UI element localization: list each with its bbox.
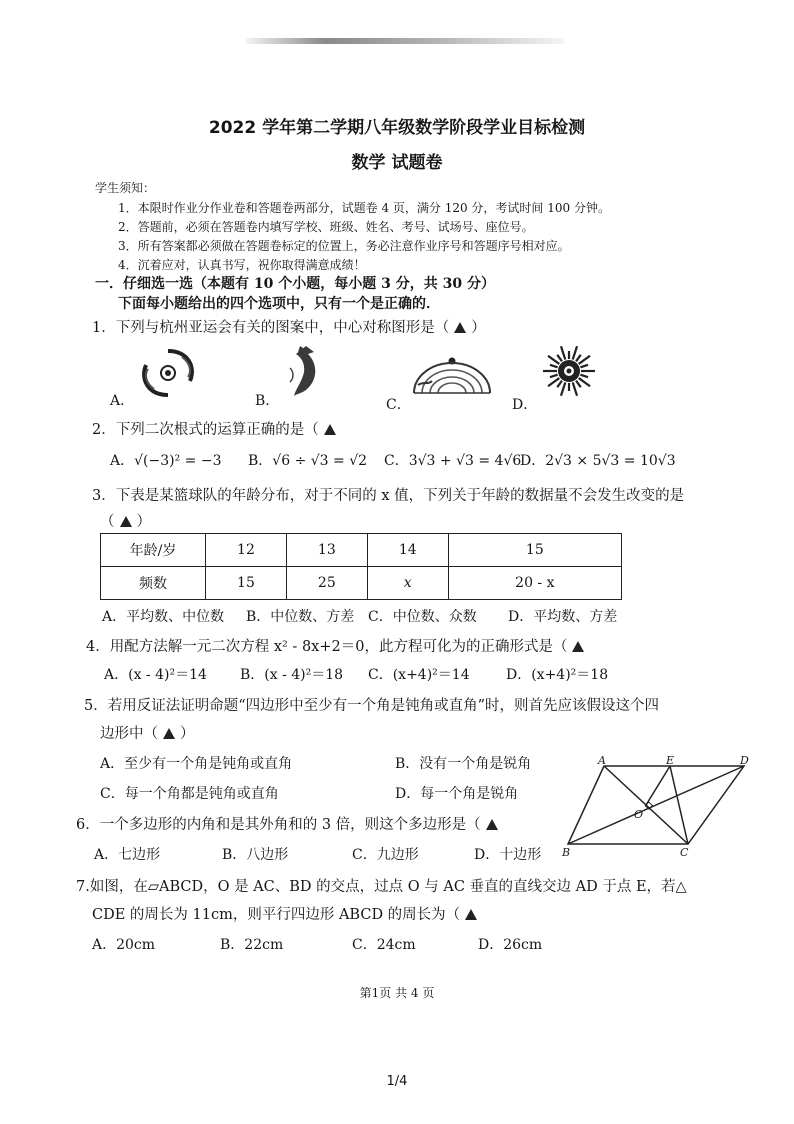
sun-ray	[557, 355, 562, 361]
age-frequency-table	[100, 533, 622, 600]
sun-ray	[580, 365, 588, 367]
answer-blank-triangle-icon	[572, 641, 584, 652]
q5-option-c: C．每一个角都是钝角或直角	[100, 786, 279, 802]
q1-option-a-label: A．	[110, 393, 135, 409]
q3-option-b: B．中位数、方差	[246, 609, 355, 625]
question-7-stem-line1: 7.如图，在▱ABCD，O 是 AC、BD 的交点，过点 O 与 AC 垂直的直线交边 AD 于点 E，若△	[76, 879, 687, 895]
question-7-stem-line2: CDE 的周长为 11cm，则平行四边形 ABCD 的周长为（	[92, 903, 482, 924]
q4-option-b: B．(x - 4)²＝18	[240, 667, 344, 683]
vertex-label-c: C	[680, 846, 689, 859]
segment-ec	[670, 766, 688, 844]
page-subtitle: 数学 试题卷	[351, 153, 443, 173]
q5-option-d: D．每一个角是锐角	[395, 786, 519, 802]
question-5-stem-line2: 边形中（ ）	[100, 726, 195, 742]
answer-blank-triangle-icon	[465, 909, 477, 920]
table-cell: x	[367, 567, 448, 600]
sun-ray	[573, 346, 577, 359]
answer-blank-triangle-icon	[486, 819, 498, 830]
page-footer-note: 第1页 共 4 页	[359, 986, 435, 1000]
fan-emblem-icon	[410, 355, 494, 401]
notice-item: 1．本限时作业分作业卷和答题卷两部分，试题卷 4 页，满分 120 分，考试时间 100 分钟。	[118, 201, 610, 215]
page-counter: 1/4	[386, 1074, 408, 1089]
sun-ray	[550, 365, 558, 367]
notice-item: 4．沉着应对，认真书写，祝你取得满意成绩！	[118, 258, 366, 272]
table-row	[101, 567, 622, 600]
section-instruction: 下面每小题给出的四个选项中，只有一个是正确的．	[118, 296, 440, 312]
answer-blank-triangle-icon	[120, 516, 132, 527]
sun-ray	[561, 346, 565, 359]
q3-option-c: C．中位数、众数	[368, 609, 477, 625]
table-cell: 年龄/岁	[101, 534, 206, 567]
question-3-stem: 3．下表是某篮球队的年龄分布，对于不同的 x 值，下列关于年龄的数据量不会发生改变的是	[92, 488, 685, 504]
q2-option-a: A．√(−3)² = −3	[110, 453, 222, 469]
q2-option-d: D．2√3 × 5√3 = 10√3	[520, 453, 676, 469]
vertex-label-e: E	[666, 754, 675, 767]
section-heading: 一．仔细选一选（本题有 10 个小题，每小题 3 分，共 30 分）	[95, 276, 495, 292]
answer-blank-triangle-icon	[324, 424, 336, 435]
q1-option-b-label: B．	[255, 393, 280, 409]
answer-blank-triangle-icon	[454, 322, 466, 333]
answer-blank-triangle-icon	[163, 728, 175, 739]
q7-option-b: B．22cm	[220, 937, 284, 953]
table-cell: 15	[206, 567, 287, 600]
q6-option-d: D．十边形	[474, 847, 542, 863]
q5-option-b: B．没有一个角是锐角	[395, 756, 532, 772]
segment-eo	[646, 766, 670, 805]
q7-option-c: C．24cm	[352, 937, 416, 953]
q6-option-b: B．八边形	[222, 847, 289, 863]
table-cell: 13	[286, 534, 367, 567]
q4-option-a: A．(x - 4)²＝14	[104, 667, 207, 683]
q3-option-a: A．平均数、中位数	[102, 609, 225, 625]
q4-option-c: C．(x+4)²＝14	[368, 667, 470, 683]
question-5-stem-line1: 5．若用反证法证明命题“四边形中至少有一个角是钝角或直角”时，则首先应该假设这个四	[84, 698, 660, 714]
vertex-label-o: O	[634, 808, 644, 821]
q4-option-d: D．(x+4)²＝18	[506, 667, 609, 683]
table-cell: 25	[286, 567, 367, 600]
sun-ray	[550, 375, 558, 377]
q2-option-b: B．√6 ÷ √3 = √2	[248, 453, 368, 469]
sun-ray	[576, 381, 581, 387]
table-cell: 12	[206, 534, 287, 567]
sun-ray	[557, 381, 562, 387]
question-3-answer-blank: （ ）	[100, 514, 151, 530]
q3-option-d: D．平均数、方差	[508, 609, 618, 625]
sun-ray	[576, 355, 581, 361]
table-cell: 频数	[101, 567, 206, 600]
sun-ray	[573, 382, 577, 395]
sun-ray	[561, 382, 565, 395]
question-2-stem: 2．下列二次根式的运算正确的是（	[92, 418, 341, 439]
sun-ray	[580, 375, 588, 377]
sun-emblem-icon	[538, 343, 600, 399]
notice-item: 3．所有答案都必须做在答题卷标定的位置上，务必注意作业序号和答题序号相对应。	[118, 239, 570, 253]
vertex-label-d: D	[740, 754, 749, 767]
q6-option-a: A．七边形	[94, 847, 161, 863]
q2-option-c: C．3√3 + √3 = 4√6	[384, 453, 522, 469]
question-1-stem: 1．下列与杭州亚运会有关的图案中，中心对称图形是（ ）	[92, 320, 486, 336]
scan-artifact	[245, 38, 565, 44]
table-cell: 20 - x	[448, 567, 621, 600]
notice-heading: 学生须知：	[95, 181, 156, 195]
vertex-label-a: A	[598, 754, 606, 767]
parallelogram-figure	[560, 756, 760, 860]
swirl-emblem-icon	[138, 347, 198, 399]
page-title: 2022 学年第二学期八年级数学阶段学业目标检测	[208, 118, 586, 138]
vertex-label-b: B	[562, 846, 571, 859]
q5-option-a: A．至少有一个角是钝角或直角	[100, 756, 293, 772]
notice-item: 2．答题前，必须在答题卷内填写学校、班级、姓名、考号、试场号、座位号。	[118, 220, 534, 234]
question-6-stem: 6．一个多边形的内角和是其外角和的 3 倍，则这个多边形是（	[76, 813, 503, 834]
table-row	[101, 534, 622, 567]
q1-option-d-label: D．	[512, 397, 538, 413]
question-4-stem: 4．用配方法解一元二次方程 x² - 8x+2＝0，此方程可化为的正确形式是（	[86, 635, 589, 656]
q6-option-c: C．九边形	[352, 847, 419, 863]
table-cell: 15	[448, 534, 621, 567]
q7-option-a: A．20cm	[92, 937, 156, 953]
table-cell: 14	[367, 534, 448, 567]
diagonal-bd	[568, 766, 744, 844]
whale-emblem-icon	[284, 342, 328, 400]
q7-option-d: D．26cm	[478, 937, 543, 953]
q1-option-c-label: C．	[386, 397, 411, 413]
